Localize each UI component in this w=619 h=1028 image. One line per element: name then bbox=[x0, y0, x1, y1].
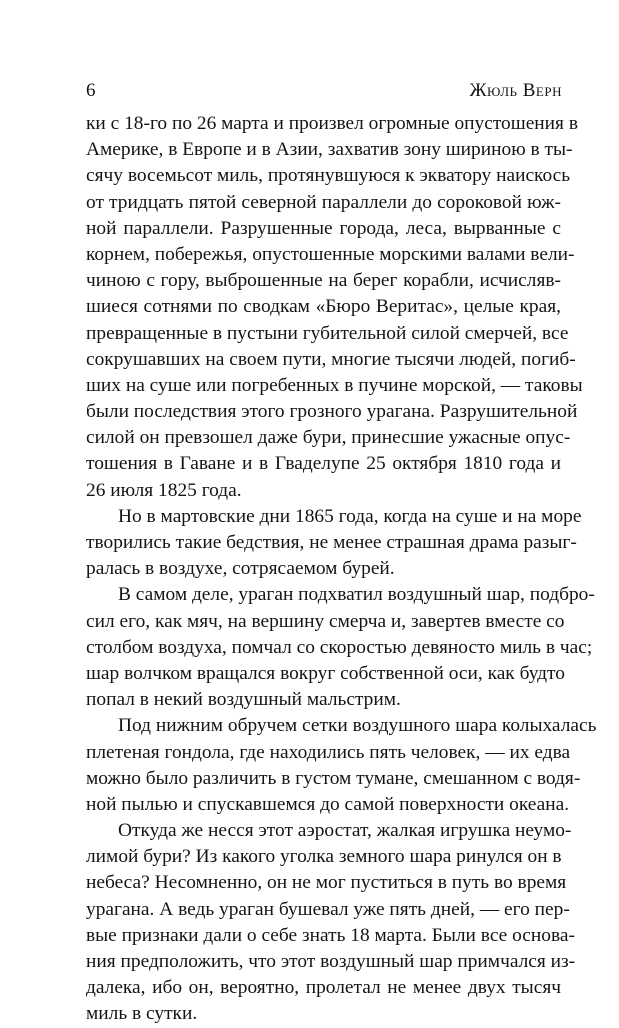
text-line: шиеся сотнями по сводкам «Бюро Веритас», целые края, bbox=[86, 296, 561, 318]
paragraph bbox=[86, 818, 576, 1028]
text-line: небеса? Несомненно, он не мог пуститься в путь во время bbox=[86, 872, 567, 894]
text-line: 26 июля 1825 года. bbox=[86, 479, 242, 501]
text-line: столбом воздуха, помчал со скоростью девяносто миль в час; bbox=[86, 636, 593, 658]
text-line: Под нижним обручем сетки воздушного шара колыхалась bbox=[118, 715, 597, 737]
text-line: превращенные в пустыни губительной силой смерчей, все bbox=[86, 322, 569, 344]
text-line: ки с 18-го по 26 марта и произвел огромные опустошения в bbox=[86, 113, 578, 134]
text-line: ной пылью и спускавшемся до самой поверхности океана. bbox=[86, 793, 570, 815]
text-line: урагана. А ведь ураган бушевал уже пять дней, — его пер- bbox=[86, 898, 570, 920]
running-title: Жюль Верн bbox=[469, 80, 562, 101]
text-line: творились такие бедствия, не менее страшная драма разыг- bbox=[86, 532, 577, 553]
text-line: плетеная гондола, где находились пять человек, — их едва bbox=[86, 741, 571, 763]
text-line: можно было различить в густом тумане, смешанном с водя- bbox=[86, 767, 581, 789]
text-line: сячу восемьсот миль, протянувшуюся к экватору наискось bbox=[86, 165, 571, 187]
text-line: далека, ибо он, вероятно, пролетал не менее двух тысяч bbox=[86, 977, 561, 999]
paragraph bbox=[86, 713, 597, 818]
text-line: ной параллели. Разрушенные города, леса, вырванные с bbox=[86, 217, 561, 239]
page-number: 6 bbox=[86, 80, 96, 101]
text-line: силой он превзошел даже бури, принесшие ужасные опус- bbox=[86, 427, 571, 449]
text-line: от тридцать пятой северной параллели до сороковой юж- bbox=[86, 191, 561, 213]
text-line: ралась в воздухе, сотрясаемом бурей. bbox=[86, 558, 395, 580]
text-line: попал в некий воздушный мальстрим. bbox=[86, 689, 401, 711]
text-line: шар волчком вращался вокруг собственной оси, как будто bbox=[86, 662, 565, 684]
text-line: лимой бури? Из какого уголка земного шара ринулся он в bbox=[86, 846, 562, 868]
paragraph bbox=[86, 111, 583, 504]
text-line: В самом деле, ураган подхватил воздушный шар, подбро- bbox=[118, 584, 595, 606]
body-text bbox=[86, 111, 597, 1028]
text-line: корнем, побережья, опустошенные морскими валами вели- bbox=[86, 243, 575, 265]
text-line: Америке, в Европе и в Азии, захватив зону шириною в ты- bbox=[86, 139, 573, 161]
text-line: тошения в Гаване и в Гваделупе 25 октября 1810 года и bbox=[86, 453, 561, 475]
text-line: сил его, как мяч, на вершину смерча и, завертев вместе со bbox=[86, 610, 565, 632]
text-line: чиною с гору, выброшенные на берег корабли, исчисляв- bbox=[86, 270, 561, 292]
paragraph bbox=[86, 504, 582, 583]
text-line: Но в мартовские дни 1865 года, когда на суше и на море bbox=[118, 505, 582, 527]
text-line: миль в сутки. bbox=[86, 1003, 198, 1025]
text-line: Откуда же несся этот аэростат, жалкая игрушка неумо- bbox=[118, 820, 572, 842]
text-line: вые признаки дали о себе знать 18 марта. Были все основа- bbox=[86, 924, 575, 946]
text-line: были последствия этого грозного урагана. Разрушительной bbox=[86, 401, 578, 423]
text-line: ших на суше или погребенных в пучине морской, — таковы bbox=[86, 374, 583, 396]
text-line: сокрушавших на своем пути, многие тысячи людей, погиб- bbox=[86, 348, 576, 370]
running-head bbox=[86, 78, 562, 104]
paragraph bbox=[86, 582, 595, 713]
text-line: ния предположить, что этот воздушный шар примчался из- bbox=[86, 951, 576, 972]
